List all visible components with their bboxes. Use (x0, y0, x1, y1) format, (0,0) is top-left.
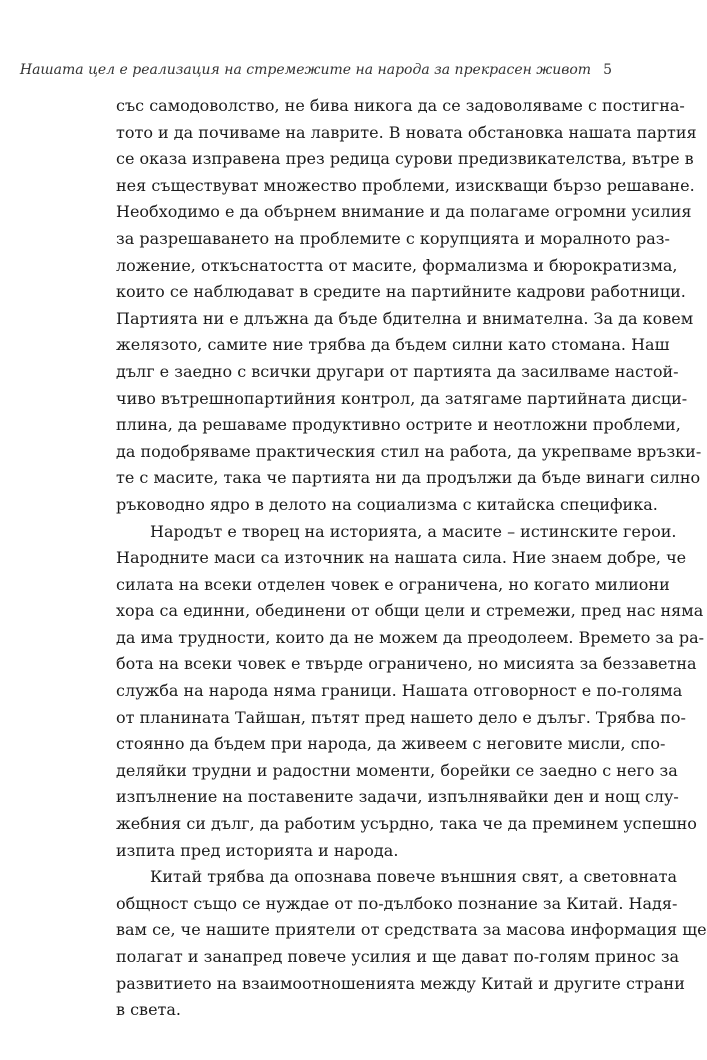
text-line: те с масите, така че партията ни да продължи да бъде винаги силно (116, 468, 701, 488)
text-line: плина, да решаваме продуктивно острите и неотложни проблеми, (116, 415, 681, 435)
paragraph (116, 93, 702, 519)
body-text (116, 93, 707, 1024)
text-line: изпълнение на поставените задачи, изпълнявайки ден и нощ слу- (116, 787, 679, 807)
text-line: развитието на взаимоотношенията между Китай и другите страни (116, 973, 685, 993)
text-line: деляйки трудни и радостни моменти, борейки се заедно с него за (116, 760, 678, 780)
text-line: се оказа изправена през редица сурови предизвикателства, вътре в (116, 149, 694, 169)
text-line: полагат и занапред повече усилия и ще дават по-голям принос за (116, 947, 680, 966)
running-header-title: Нашата цел е реализация на стремежите на народа за прекрасен живот (19, 62, 592, 78)
page-number: 5 (603, 62, 612, 78)
text-line: Партията ни е длъжна да бъде бдителна и внимателна. За да ковем (116, 308, 694, 328)
text-line: дълг е заедно с всички другари от партията да засилваме настой- (116, 361, 679, 381)
text-line: бота на всеки човек е твърде ограничено, но мисията за беззаветна (116, 654, 697, 674)
text-line: да подобряваме практическия стил на работа, да укрепваме връзки- (116, 441, 702, 461)
text-line: стоянно да бъдем при народа, да живеем с неговите мисли, спо- (116, 734, 666, 754)
text-line: служба на народа няма граници. Нашата отговорност е по-голяма (116, 681, 683, 701)
text-line: силата на всеки отделен човек е ограничена, но когато милиони (116, 574, 670, 594)
text-line: Народът е творец на историята, а масите – истинските герои. (150, 521, 677, 541)
text-line: общност също се нуждае от по-дълбоко познание за Китай. Надя- (116, 893, 678, 913)
text-line: нея съществуват множество проблеми, изискващи бързо решаване. (116, 175, 695, 195)
text-line: хора са единни, обединени от общи цели и стремежи, пред нас няма (116, 601, 704, 621)
text-line: желязото, самите ние трябва да бъдем силни като стомана. Наш (116, 335, 670, 355)
paragraph (116, 864, 707, 1024)
text-line: Народните маси са източник на нашата сила. Ние знаем добре, че (116, 548, 687, 568)
text-line: да има трудности, които да не можем да преодолеем. Времето за ра- (116, 627, 705, 647)
text-line: които се наблюдават в средите на партийните кадрови работници. (116, 282, 686, 302)
text-line: ръководно ядро в делото на социализма с китайска специфика. (116, 494, 658, 514)
text-line: в света. (116, 1000, 182, 1020)
text-line: вам се, че нашите приятели от средствата за масова информация ще (116, 920, 707, 940)
text-line: Необходимо е да обърнем внимание и да полагаме огромни усилия (116, 202, 692, 222)
text-line: тото и да почиваме на лаврите. В новата обстановка нашата партия (116, 122, 697, 142)
text-line: със самодоволство, не бива никога да се задоволяваме с постигна- (116, 96, 685, 115)
paragraph (116, 519, 705, 865)
text-line: жебния си дълг, да работим усърдно, така че да преминем успешно (116, 814, 697, 834)
running-header (19, 62, 612, 78)
text-line: изпита пред историята и народа. (116, 840, 399, 860)
text-line: за разрешаването на проблемите с корупцията и моралното раз- (116, 228, 670, 248)
text-line: от планината Тайшан, пътят пред нашето дело е дълъг. Трябва по- (116, 707, 686, 727)
text-line: чиво вътрешнопартийния контрол, да затягаме партийната дисци- (116, 388, 688, 408)
text-line: Китай трябва да опознава повече външния свят, а световната (150, 867, 677, 887)
text-line: ложение, откъснатостта от масите, формализма и бюрократизма, (116, 255, 678, 275)
